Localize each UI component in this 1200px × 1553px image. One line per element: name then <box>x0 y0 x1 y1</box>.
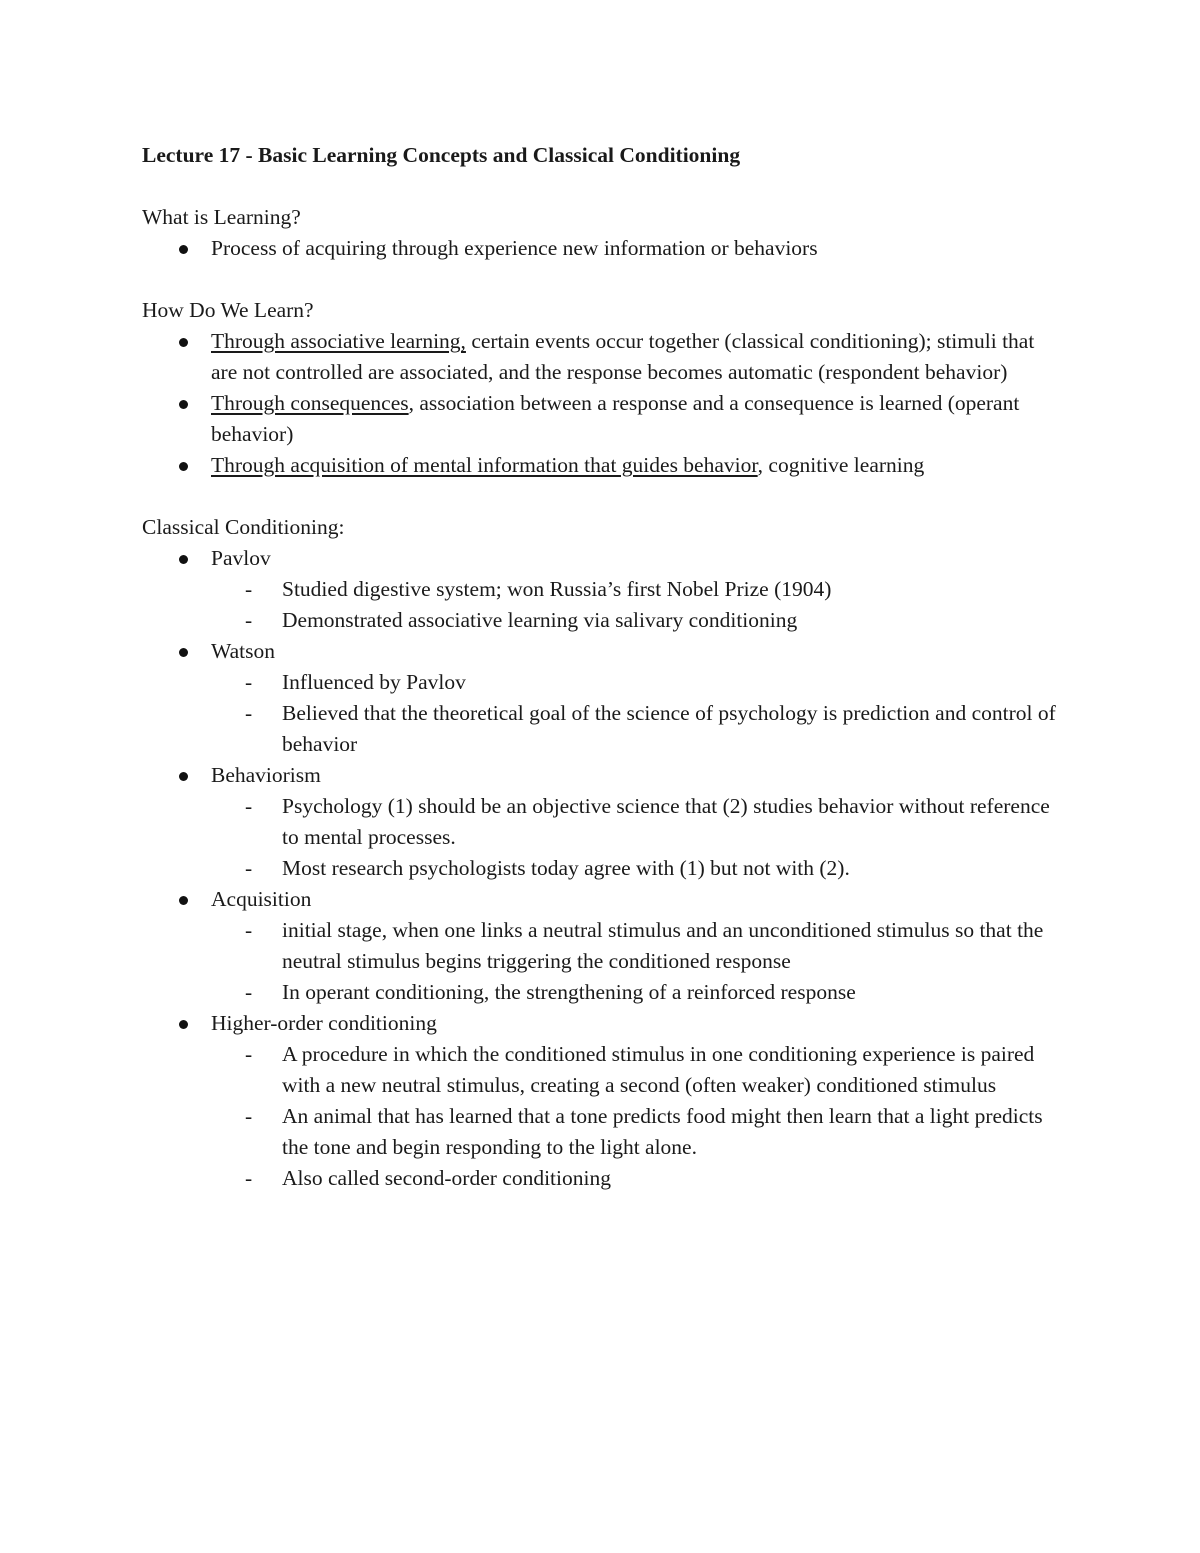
bullet-text: Acquisition <box>211 887 312 911</box>
sub-text: Most research psychologists today agree with (1) but not with (2). <box>282 856 850 880</box>
bullet-text: , cognitive learning <box>757 453 925 477</box>
bullet-icon <box>179 772 188 781</box>
dash-icon: - <box>245 1104 253 1128</box>
bullet-icon <box>179 462 188 471</box>
bullet-text: , association between a response and a consequence is learned (operant behavior) <box>211 391 1020 446</box>
bullet-text: Process of acquiring through experience new information or behaviors <box>211 236 818 260</box>
sublist <box>211 791 1062 884</box>
sublist-item <box>211 1039 1062 1101</box>
list-item <box>142 450 1062 481</box>
how-do-we-learn-list <box>142 326 1062 481</box>
list-item <box>142 326 1062 388</box>
section-heading-classical-conditioning: Classical Conditioning: <box>142 515 345 539</box>
underlined-term: Through associative learning, <box>211 329 466 353</box>
list-item <box>142 233 1062 264</box>
document-title: Lecture 17 - Basic Learning Concepts and Classical Conditioning <box>142 143 741 167</box>
dash-icon: - <box>245 577 253 601</box>
list-item-behaviorism <box>142 760 1062 884</box>
bullet-text: Pavlov <box>211 546 271 570</box>
dash-icon: - <box>245 1166 253 1190</box>
dash-icon: - <box>245 918 253 942</box>
what-is-learning-list <box>142 233 1062 264</box>
bullet-icon <box>179 555 188 564</box>
sub-text: initial stage, when one links a neutral stimulus and an unconditioned stimulus so that the neutral stimulus begins triggering the conditioned response <box>282 918 1044 973</box>
sublist-item <box>211 915 1062 977</box>
sub-text: Studied digestive system; won Russia’s first Nobel Prize (1904) <box>282 577 832 601</box>
sublist-item <box>211 605 1062 636</box>
bullet-icon <box>179 648 188 657</box>
bullet-icon <box>179 896 188 905</box>
classical-conditioning-list <box>142 543 1062 1194</box>
list-item-higher-order <box>142 1008 1062 1194</box>
underlined-term: Through acquisition of mental information that guides behavior <box>211 453 758 477</box>
sub-text: In operant conditioning, the strengthening of a reinforced response <box>282 980 856 1004</box>
list-item-pavlov <box>142 543 1062 636</box>
dash-icon: - <box>245 794 253 818</box>
sublist <box>211 574 1062 636</box>
underlined-term: Through consequences <box>211 391 409 415</box>
dash-icon: - <box>245 980 253 1004</box>
document-page <box>142 140 1062 1194</box>
sub-text: Influenced by Pavlov <box>282 670 466 694</box>
dash-icon: - <box>245 856 253 880</box>
sublist <box>211 1039 1062 1194</box>
bullet-text: Watson <box>211 639 275 663</box>
bullet-icon <box>179 400 188 409</box>
sublist <box>211 915 1062 1008</box>
sub-text: Demonstrated associative learning via salivary conditioning <box>282 608 798 632</box>
sub-text: Psychology (1) should be an objective science that (2) studies behavior without reference to mental processes. <box>282 794 1050 849</box>
list-item-acquisition <box>142 884 1062 1008</box>
sub-text: An animal that has learned that a tone predicts food might then learn that a light predicts the tone and begin responding to the light alone. <box>282 1104 1043 1159</box>
list-item <box>142 388 1062 450</box>
bullet-icon <box>179 245 188 254</box>
list-item-watson <box>142 636 1062 760</box>
sub-text: Also called second-order conditioning <box>282 1166 611 1190</box>
sublist-item <box>211 791 1062 853</box>
dash-icon: - <box>245 608 253 632</box>
dash-icon: - <box>245 701 253 725</box>
sublist-item <box>211 1101 1062 1163</box>
bullet-text: certain events occur together (classical conditioning); stimuli that are not controlled are associated, and the response becomes automatic (respondent behavior) <box>211 329 1035 384</box>
sublist-item <box>211 667 1062 698</box>
sublist-item <box>211 853 1062 884</box>
sublist-item <box>211 698 1062 760</box>
sublist <box>211 667 1062 760</box>
sublist-item <box>211 1163 1062 1194</box>
section-heading-how-do-we-learn: How Do We Learn? <box>142 298 314 322</box>
sublist-item <box>211 574 1062 605</box>
dash-icon: - <box>245 1042 253 1066</box>
bullet-icon <box>179 338 188 347</box>
sub-text: Believed that the theoretical goal of the science of psychology is prediction and control of behavior <box>282 701 1056 756</box>
dash-icon: - <box>245 670 253 694</box>
bullet-text: Behaviorism <box>211 763 321 787</box>
bullet-icon <box>179 1020 188 1029</box>
sublist-item <box>211 977 1062 1008</box>
section-heading-what-is-learning: What is Learning? <box>142 205 301 229</box>
sub-text: A procedure in which the conditioned stimulus in one conditioning experience is paired with a new neutral stimulus, creating a second (often weaker) conditioned stimulus <box>282 1042 1035 1097</box>
bullet-text: Higher-order conditioning <box>211 1011 437 1035</box>
